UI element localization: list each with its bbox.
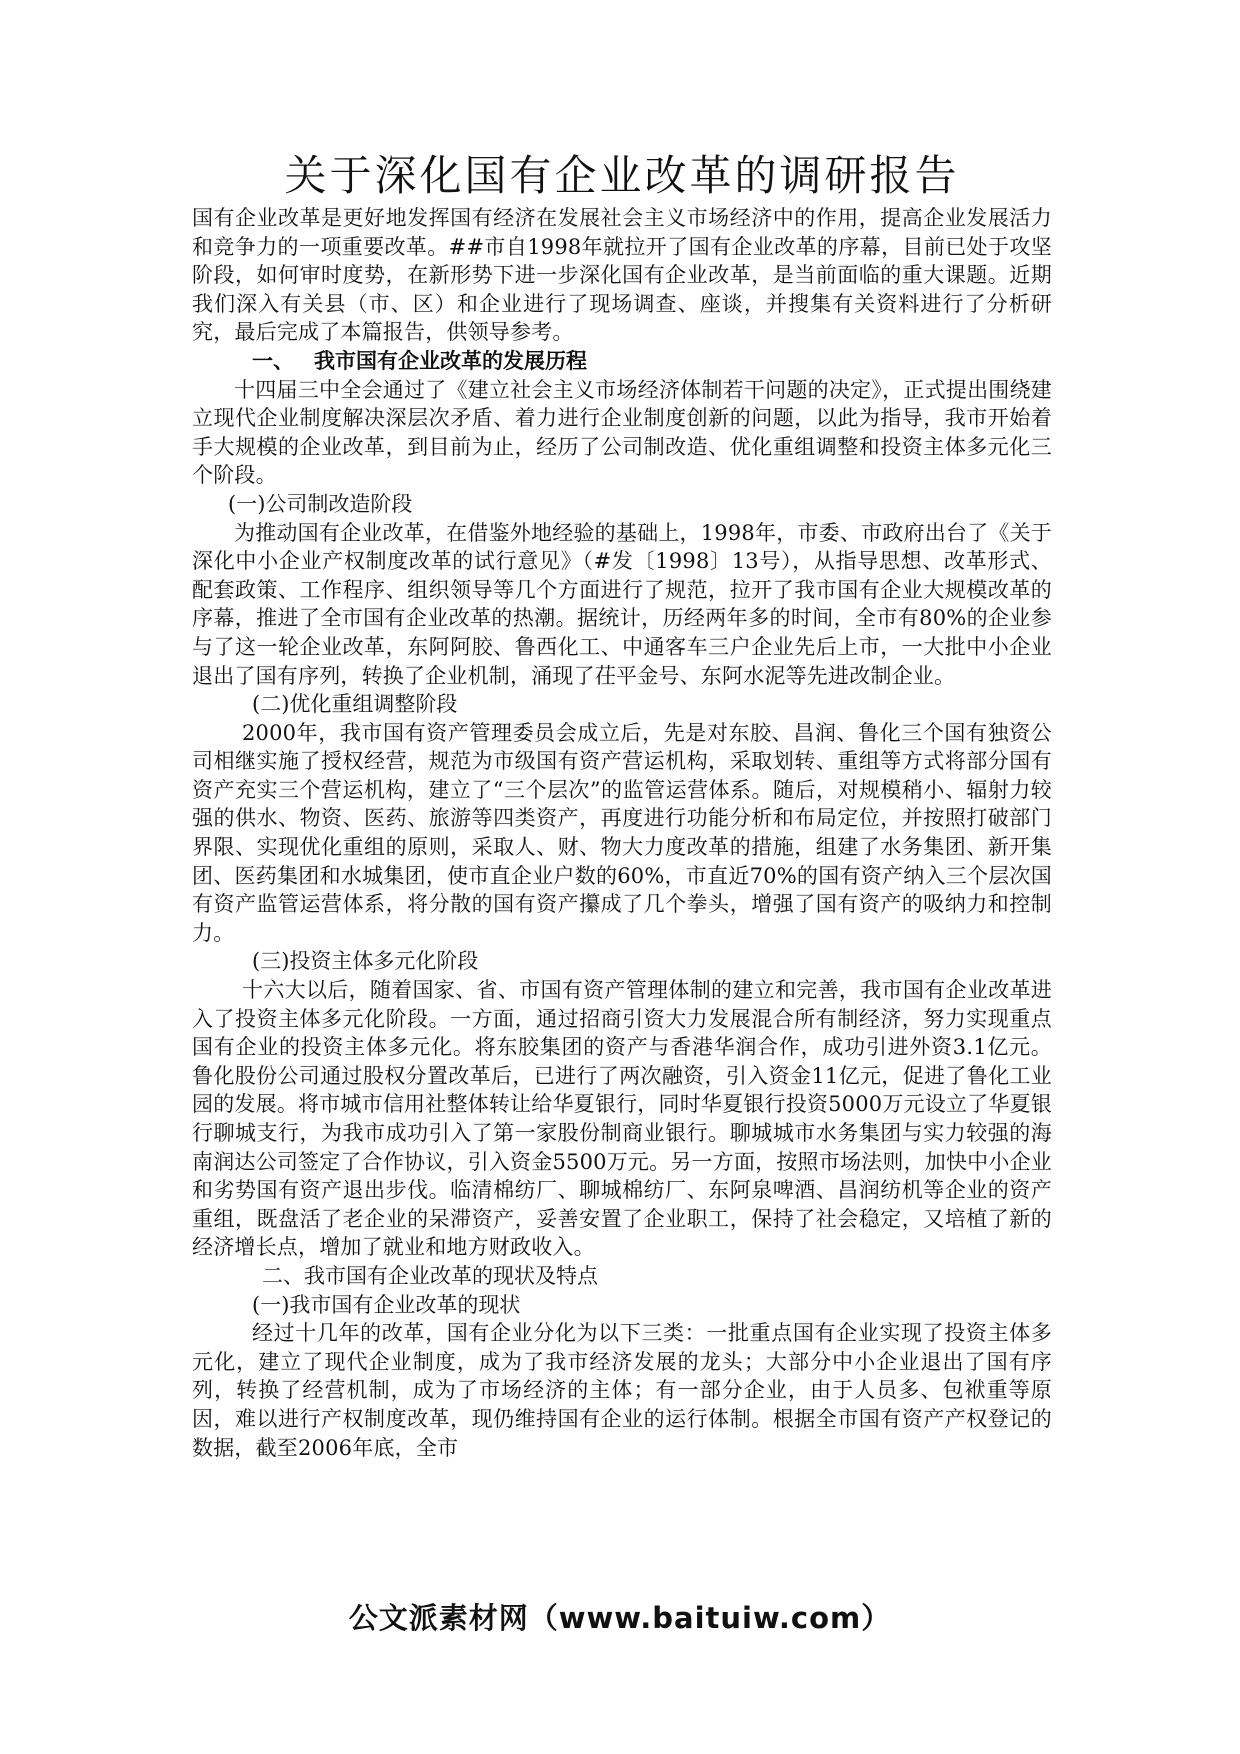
section-2-sub1-paragraph: 经过十几年的改革，国有企业分化为以下三类：一批重点国有企业实现了投资主体多元化，建立了现代企业制度，成为了我市经济发展的龙头；大部分中小企业退出了国有序列，转换了经营机制，成为了市场经济的主体；有一部分企业，由于人员多、包袱重等原因，难以进行产权制度改革，现仍维持国有企业的运行体制。根据全市国有资产产权登记的数据，截至2006年底，全市 (192, 1321, 1052, 1460)
section-1-sub1-paragraph: 为推动国有企业改革，在借鉴外地经验的基础上，1998年，市委、市政府出台了《关于深化中小企业产权制度改革的试行意见》（#发〔1998〕13号），从指导思想、改革形式、配套政策、工作程序、组织领导等几个方面进行了规范，拉开了我市国有企业大规模改革的序幕，推进了全市国有企业改革的热潮。据统计，历经两年多的时间，全市有80%的企业参与了这一轮企业改革，东阿阿胶、鲁西化工、中通客车三户企业先后上市，一大批中小企业退出了国有序列，转换了企业机制，涌现了茌平金号、东阿水泥等先进改制企业。 (192, 520, 1052, 688)
section-1-heading (192, 347, 1052, 376)
document-page (192, 150, 1052, 1462)
footer-watermark: 公文派素材网（www.baituiw.com） (348, 1601, 892, 1635)
section-1-sub3-paragraph: 十六大以后，随着国家、省、市国有资产管理体制的建立和完善，我市国有企业改革进入了投资主体多元化阶段。一方面，通过招商引资大力发展混合所有制经济，努力实现重点国有企业的投资主体多元化。将东胶集团的资产与香港华润合作，成功引进外资3.1亿元。鲁化股份公司通过股权分置改革后，已进行了两次融资，引入资金11亿元，促进了鲁化工业园的发展。将市城市信用社整体转让给华夏银行，同时华夏银行投资5000万元设立了华夏银行聊城支行，为我市成功引入了第一家股份制商业银行。聊城城市水务集团与实力较强的海南润达公司签定了合作协议，引入资金5500万元。另一方面，按照市场法则，加快中小企业和劣势国有资产退出步伐。临清棉纺厂、聊城棉纺厂、东阿泉啤酒、昌润纺机等企业的资产重组，既盘活了老企业的呆滞资产，妥善安置了企业职工，保持了社会稳定，又培植了新的经济增长点，增加了就业和地方财政收入。 (192, 978, 1052, 1260)
document-title: 关于深化国有企业改革的调研报告 (284, 151, 960, 200)
intro-paragraph: 国有企业改革是更好地发挥国有经济在发展社会主义市场经济中的作用，提高企业发展活力和竞争力的一项重要改革。##市自1998年就拉开了国有企业改革的序幕，目前已处于攻坚阶段，如何审时度势，在新形势下进一步深化国有企业改革，是当前面临的重大课题。近期我们深入有关县（市、区）和企业进行了现场调查、座谈，并搜集有关资料进行了分析研究，最后完成了本篇报告，供领导参考。 (192, 206, 1052, 345)
section-1-paragraph: 十四届三中全会通过了《建立社会主义市场经济体制若干问题的决定》，正式提出围绕建立现代企业制度解决深层次矛盾、着力进行企业制度创新的问题，以此为指导，我市开始着手大规模的企业改革，到目前为止，经历了公司制改造、优化重组调整和投资主体多元化三个阶段。 (192, 377, 1052, 488)
section-1-sub2-paragraph: 2000年，我市国有资产管理委员会成立后，先是对东胶、昌润、鲁化三个国有独资公司相继实施了授权经营，规范为市级国有资产营运机构，采取划转、重组等方式将部分国有资产充实三个营运机构，建立了“三个层次”的监管运营体系。随后，对规模稍小、辐射力较强的供水、物资、医药、旅游等四类资产，再度进行功能分析和布局定位，并按照打破部门界限、实现优化重组的原则，采取人、财、物大力度改革的措施，组建了水务集团、新开集团、医药集团和水城集团，使市直企业户数的60%，市直近70%的国有资产纳入三个层次国有资产监管运营体系，将分散的国有资产攥成了几个拳头，增强了国有资产的吸纳力和控制力。 (192, 720, 1052, 945)
section-1-title: 我市国有企业改革的发展历程 (314, 347, 587, 373)
section-1-sub2-heading: (二)优化重组调整阶段 (252, 692, 458, 717)
section-2-sub1-heading: (一)我市国有企业改革的现状 (252, 1292, 521, 1317)
section-1-number: 一、 (252, 347, 294, 373)
section-2-heading: 二、我市国有企业改革的现状及特点 (262, 1263, 598, 1288)
section-1-sub3-heading: (三)投资主体多元化阶段 (252, 949, 479, 974)
section-1-sub1-heading: (一)公司制改造阶段 (228, 491, 413, 516)
